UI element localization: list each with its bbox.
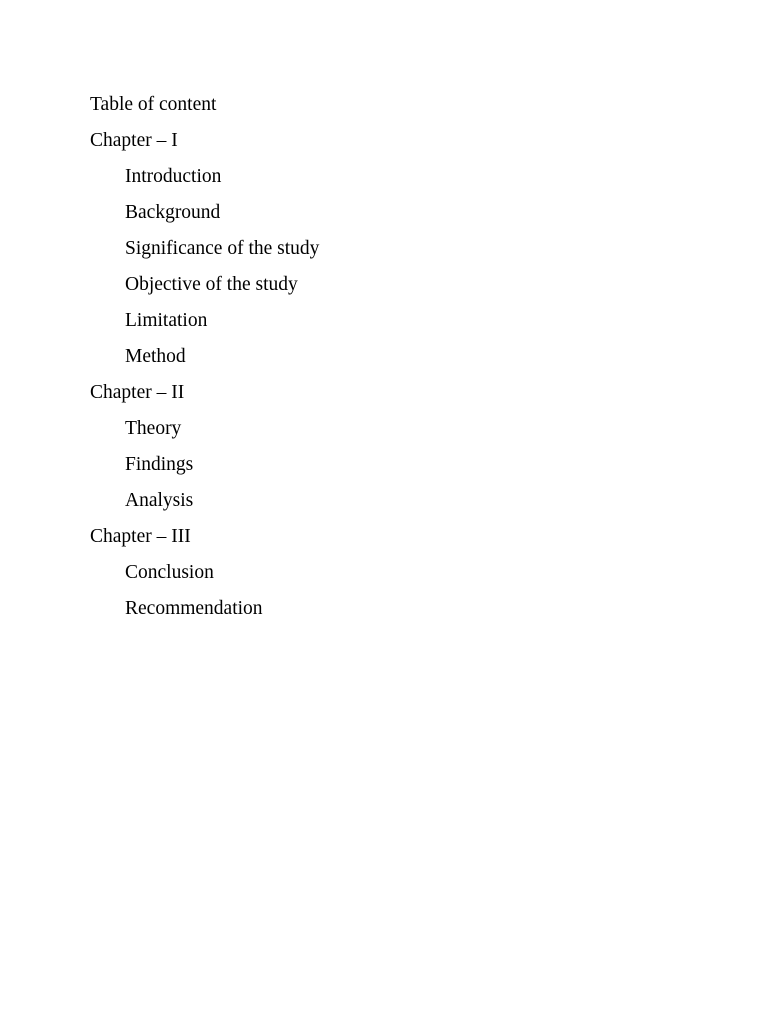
toc-item: Conclusion: [125, 562, 214, 583]
toc-title: Table of content: [90, 94, 217, 115]
toc-item: Background: [125, 202, 221, 223]
toc-item: Theory: [125, 418, 182, 439]
toc-item: Findings: [125, 454, 194, 475]
toc-item: Objective of the study: [125, 274, 298, 295]
chapter-heading: Chapter – III: [90, 526, 191, 547]
toc-item: Significance of the study: [125, 238, 320, 259]
toc-item: Analysis: [125, 490, 194, 511]
chapter-heading: Chapter – II: [90, 382, 185, 403]
toc-item: Introduction: [125, 166, 222, 187]
toc-item: Limitation: [125, 310, 208, 331]
table-of-contents: [90, 87, 319, 627]
chapter-heading: Chapter – I: [90, 130, 178, 151]
toc-item: Recommendation: [125, 598, 263, 619]
toc-item: Method: [125, 346, 186, 367]
